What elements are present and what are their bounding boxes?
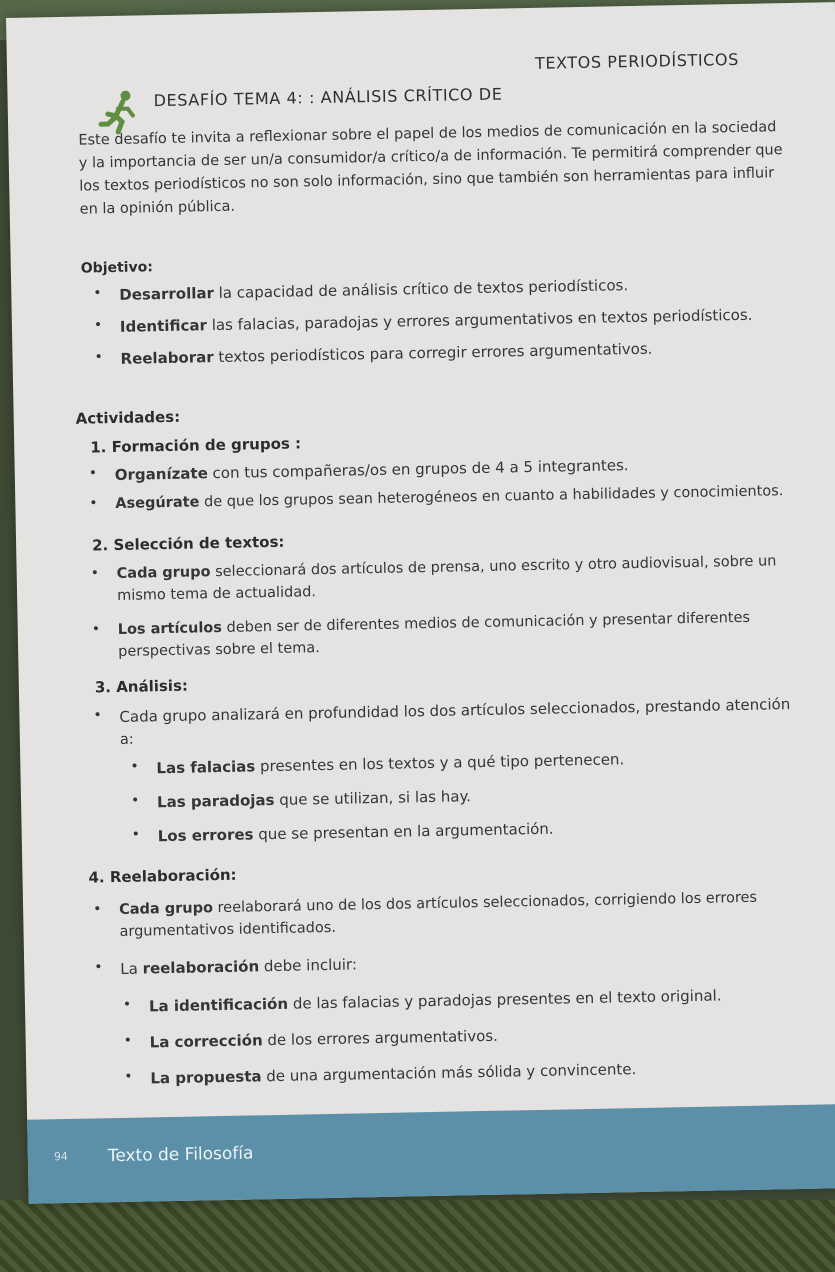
challenge-title [153, 49, 740, 111]
section-2-heading: 2. Selección de textos: [91, 532, 285, 555]
challenge-title-line2: TEXTOS PERIODÍSTICOS [534, 49, 740, 73]
challenge-title-line1: DESAFÍO TEMA 4: : ANÁLISIS CRÍTICO DE [153, 84, 503, 111]
objective-item: • Identificar las falacias, paradojas y errores argumentativos en textos periodísticos. [120, 306, 753, 336]
section-4-item-continued: argumentativos identificados. [119, 919, 337, 940]
section-2-item: • Los artículos deben ser de diferentes medios de comunicación y presentar diferentes [118, 610, 751, 638]
objective-item: • Desarrollar la capacidad de análisis crítico de textos periodísticos. [119, 276, 628, 304]
book-page [6, 2, 835, 1204]
intro-line-4: en la opinión pública. [79, 198, 236, 218]
page-number: 94 [53, 1150, 68, 1164]
section-4-subitem: • La identificación de las falacias y paradojas presentes en el texto original. [149, 986, 722, 1015]
section-3-item: • Las falacias presentes en los textos y a qué tipo pertenecen. [156, 750, 624, 777]
intro-line-3: los textos periodísticos no son solo información, sino que también son herramientas para influir [79, 165, 775, 195]
section-3-intro-continued: a: [119, 731, 134, 748]
intro-line-2: y la importancia de ser un/a consumidor/a crítico/a de información. Te permitirá comprender que [78, 142, 783, 172]
section-3-item: • Las paradojas que se utilizan, si las hay. [157, 787, 471, 811]
runner-icon [95, 88, 142, 135]
section-2-item: • Cada grupo seleccionará dos artículos de prensa, uno escrito y otro audiovisual, sobre un [117, 553, 777, 582]
section-3-item: • Los errores que se presentan en la argumentación. [158, 820, 554, 846]
section-1-item: • Organízate con tus compañeras/os en grupos de 4 a 5 integrantes. [115, 456, 629, 484]
book-title: Texto de Filosofía [107, 1143, 254, 1167]
section-4-item: • Cada grupo reelaborará uno de los dos artículos seleccionados, corrigiendo los errores [119, 890, 757, 918]
section-1-item: • Asegúrate de que los grupos sean heterogéneos en cuanto a habilidades y conocimientos. [115, 483, 783, 512]
background-table [0, 1200, 835, 1272]
intro-line-1: Este desafío te invita a reflexionar sobre el papel de los medios de comunicación en la sociedad [78, 119, 777, 149]
footer-band [27, 1104, 835, 1204]
section-1-heading: 1. Formación de grupos : [90, 434, 302, 457]
section-4-subitem: • La propuesta de una argumentación más sólida y convincente. [150, 1060, 636, 1087]
section-2-item-continued: mismo tema de actualidad. [116, 584, 317, 604]
section-4-heading: 4. Reelaboración: [88, 865, 237, 887]
activities-label: Actividades: [75, 407, 181, 428]
objective-label: Objetivo: [80, 259, 154, 277]
section-4-subitem: • La corrección de los errores argumentativos. [150, 1027, 499, 1052]
objective-item: • Reelaborar textos periodísticos para corregir errores argumentativos. [120, 340, 652, 368]
section-4-item: • La reelaboración debe incluir: [120, 955, 357, 978]
section-3-intro: • Cada grupo analizará en profundidad los dos artículos seleccionados, prestando atención [119, 695, 790, 726]
section-3-heading: 3. Análisis: [94, 676, 189, 697]
section-2-item-continued: perspectivas sobre el tema. [118, 640, 320, 660]
